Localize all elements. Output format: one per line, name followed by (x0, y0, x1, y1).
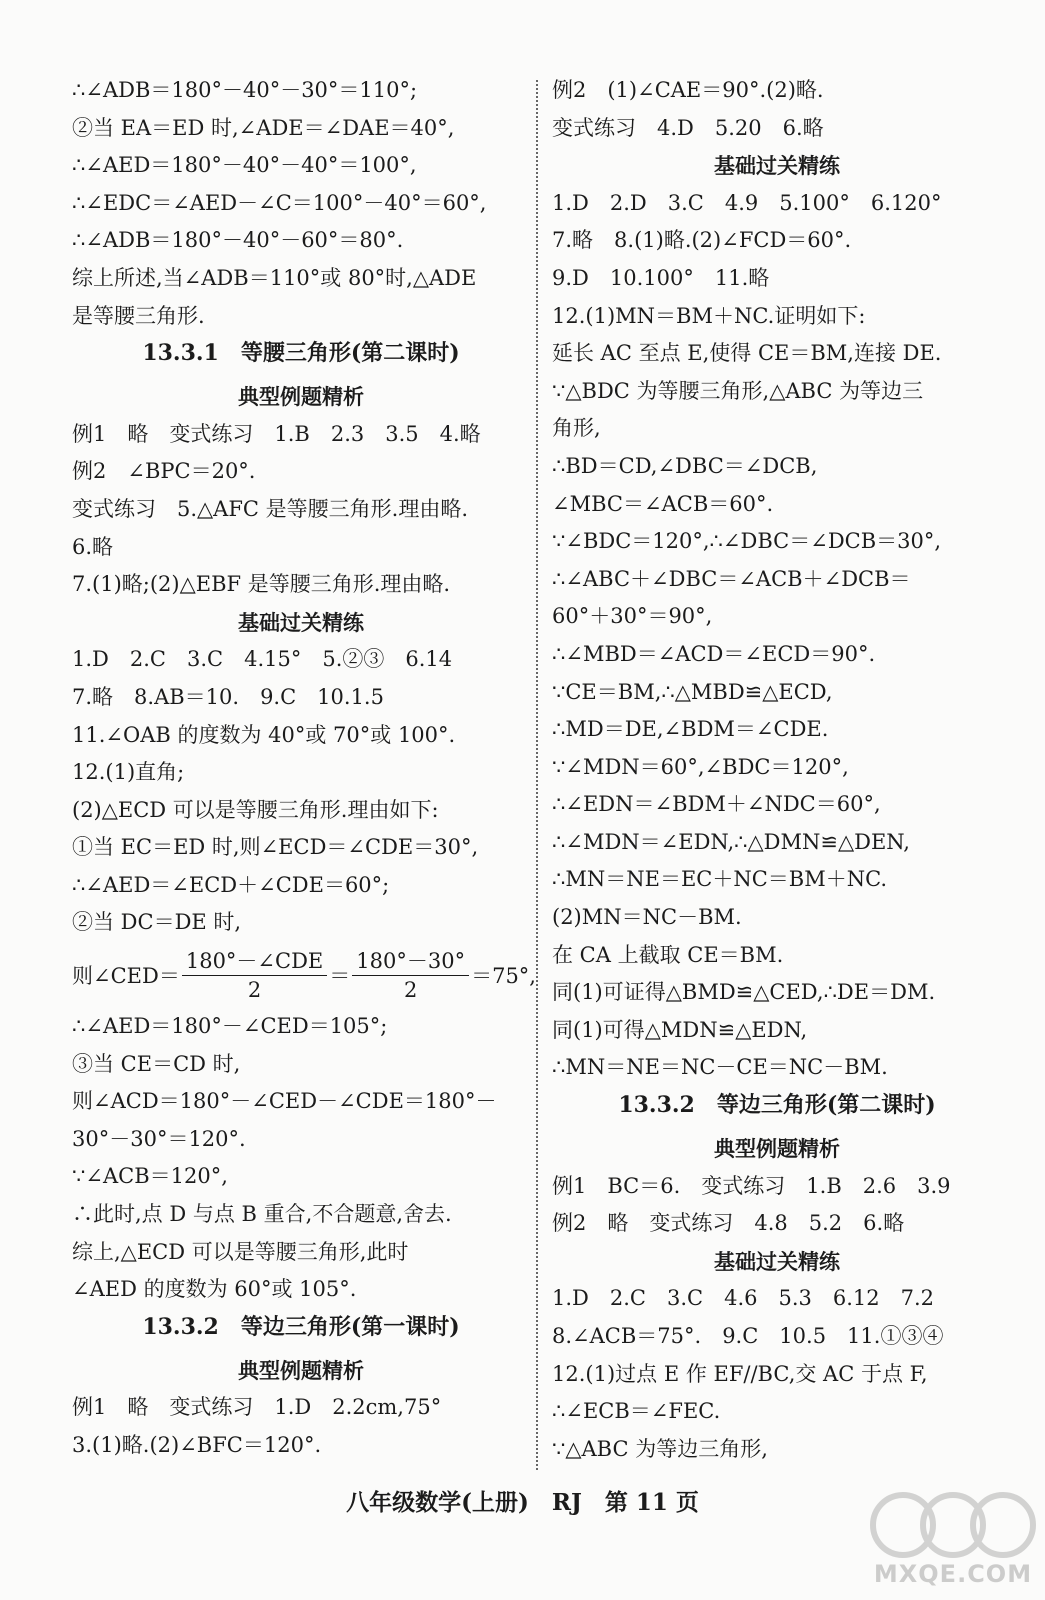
fraction-2-numerator: 180°－30° (352, 947, 469, 976)
answer-block-basic-3 (552, 1280, 1002, 1468)
answer-line: 例2 (1)∠CAE＝90°.(2)略. (552, 78, 824, 102)
answer-line: 12.(1)过点 E 作 EF//BC,交 AC 于点 F, (552, 1361, 928, 1386)
fraction-equation (72, 942, 536, 1008)
answer-line: 11.∠OAB 的度数为 40°或 70°或 100°. (72, 722, 456, 747)
answer-line: 1.D 2.C 3.C 4.6 5.3 6.12 7.2 (552, 1286, 935, 1311)
subheading-basic-practice: 基础过关精练 (238, 609, 364, 635)
answer-line: (2)MN＝NC－BM. (552, 905, 742, 930)
answer-line: ∴MN＝NE＝NC－CE＝NC－BM. (552, 1055, 888, 1080)
answer-line: ∴∠EDC＝∠AED－∠C＝100°－40°＝60°, (72, 190, 487, 215)
answer-line: 7.(1)略;(2)△EBF 是等腰三角形.理由略. (72, 572, 451, 597)
answer-block-left-intro (72, 72, 530, 335)
answer-line: 12.(1)直角; (72, 760, 185, 785)
answer-line: 综上,△ECD 可以是等腰三角形,此时 (72, 1239, 409, 1264)
answer-line: ∵△BDC 为等腰三角形,△ABC 为等边三 (552, 378, 924, 403)
answer-line: 3.(1)略.(2)∠BFC＝120°. (72, 1433, 322, 1457)
answer-block-proof (552, 185, 1002, 1087)
answer-line: ∵△ABC 为等边三角形, (552, 1436, 768, 1461)
answer-line: 例2 ∠BPC＝20°. (72, 459, 256, 484)
answer-line: ∴∠ECB＝∠FEC. (552, 1399, 721, 1424)
answer-line: 变式练习 4.D 5.20 6.略 (552, 115, 824, 140)
fraction-2-denominator: 2 (403, 977, 418, 1002)
answer-line: ∴∠AED＝180°－40°－40°＝100°, (72, 153, 417, 178)
subheading-basic-practice-2: 基础过关精练 (714, 153, 840, 179)
answer-line: ∵∠BDC＝120°,∴∠DBC＝∠DCB＝30°, (552, 529, 942, 554)
answer-line: 变式练习 5.△AFC 是等腰三角形.理由略. (72, 496, 469, 521)
answer-line: ∵∠MDN＝60°,∠BDC＝120°, (552, 754, 849, 779)
answer-block-typical-3 (552, 1168, 1002, 1243)
answer-block-typical (72, 416, 530, 604)
answer-line: ∴∠MDN＝∠EDN,∴△DMN≌△DEN, (552, 829, 910, 854)
fraction-1 (182, 947, 327, 1004)
section-heading-13-3-1: 13.3.1 等腰三角形(第二课时) (142, 340, 460, 367)
answer-line: ∴MN＝NE＝EC＋NC＝BM＋NC. (552, 867, 888, 892)
answer-line: ∠AED 的度数为 60°或 105°. (72, 1277, 357, 1302)
answer-line: ③当 CE＝CD 时, (72, 1051, 241, 1076)
answer-line: ∴∠EDN＝∠BDM＋∠NDC＝60°, (552, 792, 881, 817)
answer-line: ①当 EC＝ED 时,则∠ECD＝∠CDE＝30°, (72, 835, 479, 860)
answer-line: 综上所述,当∠ADB＝110°或 80°时,△ADE (72, 265, 477, 290)
answer-line: 同(1)可得△MDN≌△EDN, (552, 1017, 808, 1042)
answer-line: 6.略 (72, 534, 114, 559)
answer-line: ∴∠ADB＝180°－40°－30°＝110°; (72, 78, 418, 102)
answer-line: ∠MBC＝∠ACB＝60°. (552, 491, 774, 516)
fraction-equals: ＝ (329, 964, 351, 989)
subheading-typical-examples-2: 典型例题精析 (238, 1357, 364, 1383)
answer-line: 7.略 8.(1)略.(2)∠FCD＝60°. (552, 228, 852, 253)
answer-line: 1.D 2.D 3.C 4.9 5.100° 6.120° (552, 190, 942, 215)
answer-line: 是等腰三角形. (72, 303, 205, 328)
answer-line: ∴此时,点 D 与点 B 重合,不合题意,舍去. (72, 1202, 452, 1227)
answer-line: 例2 略 变式练习 4.8 5.2 6.略 (552, 1211, 905, 1236)
answer-line: 角形, (552, 416, 601, 441)
answer-line: 1.D 2.C 3.C 4.15° 5.②③ 6.14 (72, 647, 453, 672)
answer-line: 7.略 8.AB＝10. 9.C 10.1.5 (72, 684, 384, 709)
subheading-typical-examples: 典型例题精析 (238, 384, 364, 410)
watermark-text: MXQE.COM (873, 1560, 1033, 1588)
answer-block-cases (72, 1008, 530, 1309)
answer-line: 例1 BC＝6. 变式练习 1.B 2.6 3.9 (552, 1173, 951, 1198)
answer-line: 30°－30°＝120°. (72, 1126, 246, 1151)
fraction-suffix: ＝75°, (471, 964, 536, 989)
answer-line: 例1 略 变式练习 1.D 2.2cm,75° (72, 1395, 442, 1420)
answer-line: 60°＋30°＝90°, (552, 604, 713, 629)
answer-line: ∴∠ABC＋∠DBC＝∠ACB＋∠DCB＝ (552, 566, 911, 591)
answer-line: ②当 DC＝DE 时, (72, 910, 242, 935)
answer-line: ∴∠AED＝∠ECD＋∠CDE＝60°; (72, 872, 390, 897)
answer-line: (2)△ECD 可以是等腰三角形.理由如下: (72, 797, 439, 822)
answer-line: 例1 略 变式练习 1.B 2.3 3.5 4.略 (72, 421, 481, 446)
column-divider (536, 80, 538, 1470)
answer-line: 同(1)可证得△BMD≌△CED,∴DE＝DM. (552, 980, 936, 1005)
watermark-logo (868, 1490, 1038, 1598)
right-column (552, 72, 1002, 1468)
answer-line: ∴MD＝DE,∠BDM＝∠CDE. (552, 717, 829, 742)
section-heading-13-3-2-part2: 13.3.2 等边三角形(第二课时) (618, 1092, 936, 1119)
answer-line: ∴BD＝CD,∠DBC＝∠DCB, (552, 453, 818, 478)
answer-line: ∵∠ACB＝120°, (72, 1164, 228, 1189)
answer-line: 12.(1)MN＝BM＋NC.证明如下: (552, 303, 866, 328)
answer-line: ∴∠AED＝180°－∠CED＝105°; (72, 1014, 388, 1039)
answer-block-basic (72, 641, 530, 942)
fraction-1-numerator: 180°－∠CDE (182, 947, 327, 976)
subheading-typical-examples-3: 典型例题精析 (714, 1136, 840, 1162)
fraction-1-denominator: 2 (247, 977, 262, 1002)
answer-line: 则∠ACD＝180°－∠CED－∠CDE＝180°－ (72, 1089, 497, 1114)
answer-line: 延长 AC 至点 E,使得 CE＝BM,连接 DE. (552, 341, 942, 366)
answer-line: 在 CA 上截取 CE＝BM. (552, 942, 784, 967)
subheading-basic-practice-3: 基础过关精练 (714, 1248, 840, 1274)
page-footer: 八年级数学(上册) RJ 第 11 页 (346, 1489, 699, 1516)
answer-line: ∵CE＝BM,∴△MBD≌△ECD, (552, 679, 833, 704)
answer-line: ∴∠MBD＝∠ACD＝∠ECD＝90°. (552, 641, 876, 666)
answer-block-equilateral-1 (72, 1389, 530, 1464)
fraction-prefix: 则∠CED＝ (72, 964, 180, 989)
section-heading-13-3-2-part1: 13.3.2 等边三角形(第一课时) (142, 1313, 460, 1340)
left-column (72, 72, 536, 1465)
answer-line: ②当 EA＝ED 时,∠ADE＝∠DAE＝40°, (72, 115, 455, 140)
answer-line: ∴∠ADB＝180°－40°－60°＝80°. (72, 228, 404, 253)
answer-block-right-intro (552, 72, 1002, 147)
answer-line: 9.D 10.100° 11.略 (552, 265, 770, 290)
answer-line: 8.∠ACB＝75°. 9.C 10.5 11.①③④ (552, 1324, 944, 1348)
fraction-2 (352, 947, 469, 1004)
watermark-icon (868, 1490, 1038, 1560)
